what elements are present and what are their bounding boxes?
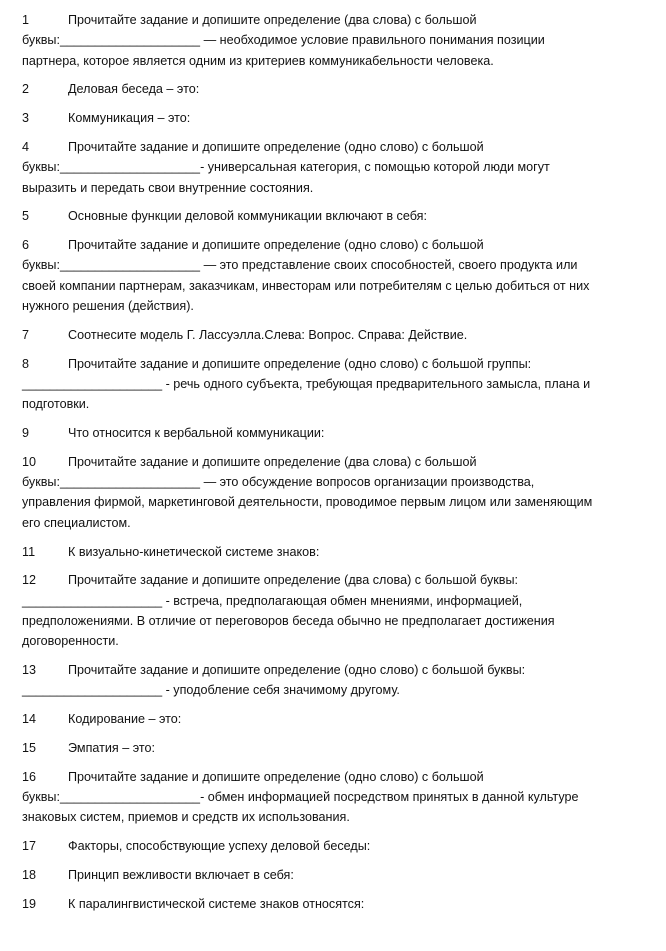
question-text: нужного решения (действия). bbox=[22, 299, 194, 314]
question-line bbox=[22, 79, 646, 99]
question-text: знаковых систем, приемов и средств их использования. bbox=[22, 810, 350, 825]
question-item bbox=[22, 423, 646, 443]
question-item bbox=[22, 570, 646, 651]
question-line bbox=[22, 836, 646, 856]
question-line bbox=[22, 452, 646, 472]
question-line bbox=[22, 738, 646, 758]
question-item bbox=[22, 836, 646, 856]
question-line bbox=[22, 10, 646, 30]
question-item bbox=[22, 738, 646, 758]
question-line bbox=[22, 137, 646, 157]
question-text: Кодирование – это: bbox=[68, 712, 182, 727]
question-item bbox=[22, 325, 646, 345]
question-line bbox=[22, 30, 646, 50]
question-number: 10 bbox=[22, 454, 37, 469]
question-text: К паралингвистической системе знаков относятся: bbox=[68, 896, 365, 911]
question-text: Прочитайте задание и допишите определение (одно слово) с большой bbox=[68, 139, 484, 154]
question-text: выразить и передать свои внутренние состояния. bbox=[22, 180, 314, 195]
question-text: Прочитайте задание и допишите определение (одно слово) с большой группы: bbox=[68, 356, 532, 371]
question-item bbox=[22, 206, 646, 226]
question-number: 5 bbox=[22, 209, 30, 224]
question-text: Прочитайте задание и допишите определение (два слова) с большой буквы: bbox=[68, 573, 519, 588]
question-line bbox=[22, 660, 646, 680]
question-line bbox=[22, 787, 646, 807]
question-item bbox=[22, 709, 646, 729]
question-text: Прочитайте задание и допишите определение (два слова) с большой bbox=[68, 13, 477, 27]
question-text: его специалистом. bbox=[22, 515, 131, 530]
question-number: 3 bbox=[22, 111, 30, 126]
question-text: ____________________ - встреча, предполагающая обмен мнениями, информацией, bbox=[22, 593, 523, 608]
question-text: Основные функции деловой коммуникации включают в себя: bbox=[68, 209, 427, 224]
question-text: буквы:____________________ — это обсуждение вопросов организации производства, bbox=[22, 475, 535, 490]
question-text: Соотнесите модель Г. Лассуэлла.Слева: Вопрос. Справа: Действие. bbox=[68, 327, 468, 342]
question-line bbox=[22, 767, 646, 787]
question-number: 2 bbox=[22, 82, 30, 97]
question-line bbox=[22, 51, 646, 71]
question-text: Принцип вежливости включает в себя: bbox=[68, 867, 294, 882]
question-number: 12 bbox=[22, 573, 37, 588]
question-text: Прочитайте задание и допишите определение (одно слово) с большой bbox=[68, 238, 484, 253]
question-number: 8 bbox=[22, 356, 30, 371]
question-text: управления фирмой, маркетинговой деятельности, проводимое первым лицом или заменяющим bbox=[22, 495, 593, 510]
question-line bbox=[22, 542, 646, 562]
question-line bbox=[22, 255, 646, 275]
question-line bbox=[22, 374, 646, 394]
question-number: 15 bbox=[22, 740, 37, 755]
question-text: договоренности. bbox=[22, 634, 119, 649]
question-number: 4 bbox=[22, 139, 30, 154]
question-line bbox=[22, 472, 646, 492]
question-item bbox=[22, 894, 646, 914]
question-item bbox=[22, 452, 646, 533]
question-text: Что относится к вербальной коммуникации: bbox=[68, 426, 325, 441]
question-item bbox=[22, 660, 646, 701]
question-text: подготовки. bbox=[22, 397, 90, 412]
question-line bbox=[22, 807, 646, 827]
question-text: Факторы, способствующие успеху деловой беседы: bbox=[68, 839, 371, 854]
question-line bbox=[22, 631, 646, 651]
question-text: предположениями. В отличие от переговоров беседа обычно не предполагает достижения bbox=[22, 613, 555, 628]
question-line bbox=[22, 296, 646, 316]
question-item bbox=[22, 108, 646, 128]
question-text: К визуально-кинетической системе знаков: bbox=[68, 544, 320, 559]
question-line bbox=[22, 709, 646, 729]
question-text: ____________________ - речь одного субъекта, требующая предварительного замысла, плана и bbox=[22, 376, 591, 391]
question-line bbox=[22, 235, 646, 255]
question-item bbox=[22, 865, 646, 885]
question-line bbox=[22, 354, 646, 374]
question-text: Эмпатия – это: bbox=[68, 740, 156, 755]
question-item bbox=[22, 137, 646, 198]
question-line bbox=[22, 591, 646, 611]
question-item bbox=[22, 767, 646, 828]
question-line bbox=[22, 108, 646, 128]
question-number: 11 bbox=[22, 544, 36, 559]
question-text: ____________________ - уподобление себя значимому другому. bbox=[22, 683, 400, 698]
question-item bbox=[22, 354, 646, 415]
question-text: буквы:____________________- обмен информацией посредством принятых в данной культуре bbox=[22, 790, 579, 804]
question-text: Прочитайте задание и допишите определение (одно слово) с большой bbox=[68, 769, 484, 784]
question-number: 17 bbox=[22, 839, 37, 854]
question-line bbox=[22, 570, 646, 590]
question-line bbox=[22, 276, 646, 296]
question-number: 7 bbox=[22, 327, 30, 342]
question-line bbox=[22, 894, 646, 914]
question-item bbox=[22, 79, 646, 99]
question-line bbox=[22, 611, 646, 631]
question-line bbox=[22, 394, 646, 414]
question-text: буквы:____________________ — это представление своих способностей, своего продукта или bbox=[22, 258, 578, 273]
question-number: 6 bbox=[22, 238, 30, 253]
question-line bbox=[22, 680, 646, 700]
question-text: своей компании партнерам, заказчикам, инвесторам или потребителям с целью добиться от них bbox=[22, 278, 590, 293]
question-text: Коммуникация – это: bbox=[68, 111, 191, 126]
question-line bbox=[22, 206, 646, 226]
question-text: буквы:____________________ — необходимое условие правильного понимания позиции bbox=[22, 33, 545, 48]
question-item bbox=[22, 10, 646, 71]
question-text: буквы:____________________- универсальная категория, с помощью которой люди могут bbox=[22, 160, 550, 175]
question-number: 18 bbox=[22, 867, 37, 882]
question-number: 19 bbox=[22, 896, 37, 911]
question-item bbox=[22, 235, 646, 316]
question-number: 13 bbox=[22, 663, 37, 678]
question-text: Прочитайте задание и допишите определение (одно слово) с большой буквы: bbox=[68, 663, 526, 678]
question-number: 9 bbox=[22, 426, 30, 441]
question-line bbox=[22, 157, 646, 177]
question-number: 14 bbox=[22, 712, 37, 727]
question-number: 16 bbox=[22, 769, 37, 784]
question-line bbox=[22, 178, 646, 198]
question-line bbox=[22, 325, 646, 345]
question-line bbox=[22, 513, 646, 533]
question-number: 1 bbox=[22, 13, 30, 27]
question-line bbox=[22, 865, 646, 885]
question-line bbox=[22, 423, 646, 443]
question-line bbox=[22, 492, 646, 512]
question-text: Прочитайте задание и допишите определение (два слова) с большой bbox=[68, 454, 477, 469]
question-text: партнера, которое является одним из критериев коммуникабельности человека. bbox=[22, 53, 494, 68]
question-item bbox=[22, 542, 646, 562]
question-text: Деловая беседа – это: bbox=[68, 82, 200, 97]
